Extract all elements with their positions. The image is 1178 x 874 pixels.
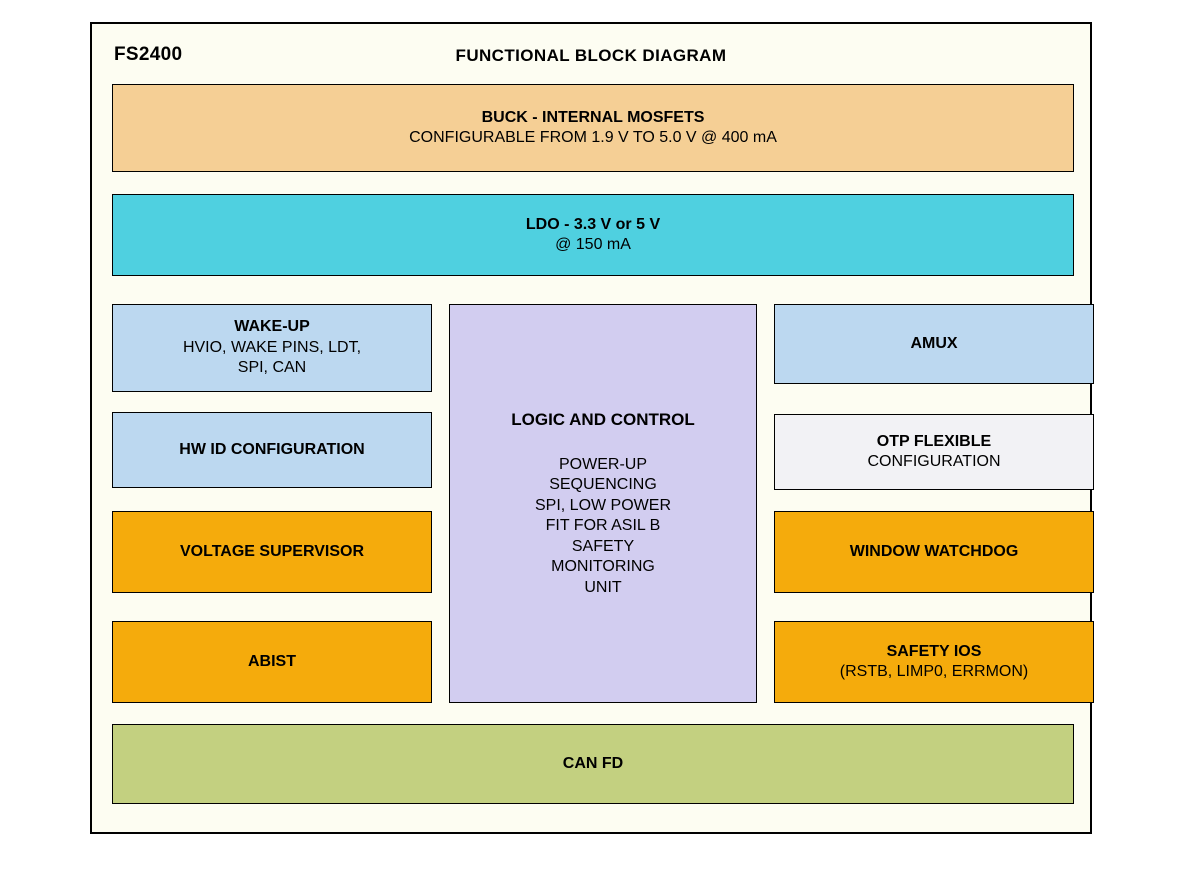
block-voltage-supervisor — [112, 511, 432, 593]
block-logic-and-control-line-2: SEQUENCING — [549, 476, 657, 494]
block-logic-and-control-title: LOGIC AND CONTROL — [511, 409, 695, 429]
functional-block-diagram — [90, 22, 1092, 834]
block-wake-up-line1: WAKE-UP — [234, 318, 310, 336]
block-logic-and-control-line-6: MONITORING — [551, 558, 655, 576]
block-ldo-line2: @ 150 mA — [555, 236, 631, 253]
block-wake-up-line3: SPI, CAN — [237, 359, 307, 377]
block-abist — [112, 621, 432, 703]
block-logic-and-control-line-7: UNIT — [584, 578, 622, 596]
block-logic-and-control-line-5: SAFETY — [571, 537, 635, 555]
block-safety-ios-line1: SAFETY IOS — [886, 642, 982, 660]
block-wake-up-line2: HVIO, WAKE PINS, LDT, — [182, 338, 362, 356]
block-abist-line1: ABIST — [248, 652, 296, 670]
block-buck — [112, 84, 1074, 172]
block-buck-line2: CONFIGURABLE FROM 1.9 V TO 5.0 V @ 400 mA — [409, 129, 777, 146]
block-otp-line2: CONFIGURATION — [867, 453, 1001, 470]
block-logic-and-control-line-3: SPI, LOW POWER — [534, 496, 671, 514]
block-otp-line1: OTP FLEXIBLE — [876, 432, 992, 450]
block-amux-line1: AMUX — [910, 334, 958, 352]
block-window-watchdog-line1: WINDOW WATCHDOG — [849, 542, 1019, 560]
block-logic-and-control-line-1: POWER-UP — [559, 455, 647, 473]
block-hw-id-configuration — [112, 412, 432, 488]
block-voltage-supervisor-line1: VOLTAGE SUPERVISOR — [179, 542, 365, 560]
block-window-watchdog — [774, 511, 1094, 593]
block-can-fd-line1: CAN FD — [562, 754, 624, 772]
block-wake-up — [112, 304, 432, 392]
block-safety-ios-line2: (RSTB, LIMP0, ERRMON) — [839, 663, 1029, 680]
block-logic-and-control-line-4: FIT FOR ASIL B — [545, 517, 661, 535]
block-amux — [774, 304, 1094, 384]
page-title: FUNCTIONAL BLOCK DIAGRAM — [455, 46, 727, 65]
block-logic-and-control — [449, 304, 757, 703]
block-hw-id-configuration-line1: HW ID CONFIGURATION — [179, 440, 365, 458]
part-number-label: FS2400 — [114, 44, 183, 65]
block-safety-ios — [774, 621, 1094, 703]
block-ldo — [112, 194, 1074, 276]
diagram-header — [92, 24, 1090, 82]
block-ldo-line1: LDO - 3.3 V or 5 V — [525, 215, 661, 233]
block-buck-line1: BUCK - INTERNAL MOSFETS — [481, 108, 705, 126]
block-otp-flexible-configuration — [774, 414, 1094, 490]
block-can-fd — [112, 724, 1074, 804]
